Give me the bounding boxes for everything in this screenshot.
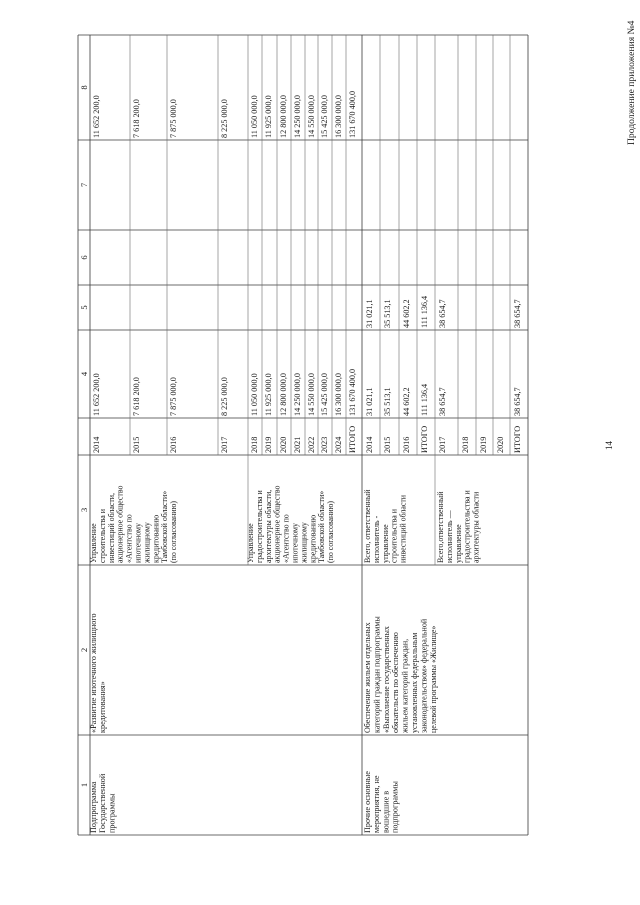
section1-year-0: 2014 xyxy=(92,436,101,453)
page-number: 14 xyxy=(604,441,614,450)
section1-year-2: 2016 xyxy=(169,436,178,453)
section2-c4-3: 111 136,4 xyxy=(420,383,429,416)
column-number-8: 8 xyxy=(79,85,89,90)
section1-c8-6: 12 800 000,0 xyxy=(279,95,288,138)
section2-col1: вошедшие в xyxy=(381,790,391,833)
section1-executor-a: акционерное общество xyxy=(115,485,125,563)
section1-c8-1: 7 618 200,0 xyxy=(132,99,141,138)
section2-executor-b: исполнитель — xyxy=(444,510,454,563)
section1-c4-5: 11 925 000,0 xyxy=(264,373,273,416)
section1-year-8: 2022 xyxy=(307,436,316,453)
section2-executor-a: Всего, ответственный xyxy=(363,489,372,563)
section1-c8-2: 7 875 000,0 xyxy=(169,99,178,138)
section2-c4-8: 38 654,7 xyxy=(513,387,522,416)
section1-c4-3: 8 225 000,0 xyxy=(220,377,229,416)
section1-c4-9: 15 425 000,0 xyxy=(320,373,329,416)
section2-c5-4: 38 654,7 xyxy=(438,299,447,328)
section2-col2: жильем категорий граждан, xyxy=(400,638,410,733)
section2-c5-2: 44 602,2 xyxy=(402,299,411,328)
section1-col1: Подпрограмма xyxy=(89,781,98,833)
section1-executor-a: строительства и xyxy=(97,509,107,563)
column-number-7: 7 xyxy=(79,182,89,188)
section1-year-10: 2024 xyxy=(334,436,343,453)
section2-col2: целевой программы «Жилище» xyxy=(428,625,438,733)
section1-year-4: 2018 xyxy=(250,436,259,453)
section2-executor-a: управление xyxy=(380,524,390,563)
section1-c4-6: 12 800 000,0 xyxy=(279,373,288,416)
section1-c4-0: 11 652 200,0 xyxy=(92,373,101,416)
section1-col1: Государственной xyxy=(98,773,108,833)
section1-c4-11: 131 670 400,0 xyxy=(348,368,357,416)
section2-col2: обязательств по обеспечению xyxy=(391,632,401,733)
section1-year-3: 2017 xyxy=(220,436,229,453)
section2-c4-4: 38 654,7 xyxy=(438,387,447,416)
column-number-3: 3 xyxy=(79,507,89,513)
section2-year-3: ИТОГО xyxy=(420,425,429,453)
section1-executor-b: жилищному xyxy=(299,522,309,563)
section1-year-7: 2021 xyxy=(293,436,302,453)
section2-year-8: ИТОГО xyxy=(513,425,522,453)
section2-year-1: 2015 xyxy=(383,436,392,453)
section2-col1: подпрограммы xyxy=(390,781,400,833)
section1-c8-7: 14 250 000,0 xyxy=(293,95,302,138)
section1-c8-0: 11 652 200,0 xyxy=(92,95,101,138)
section1-year-11: ИТОГО xyxy=(348,425,357,453)
section1-executor-a: Тамбовской области» xyxy=(160,490,170,563)
section1-c8-8: 14 550 000,0 xyxy=(307,95,316,138)
column-number-1: 1 xyxy=(79,782,89,788)
section1-executor-b: ипотечному xyxy=(290,523,300,563)
section2-executor-a: инвестиций области xyxy=(398,494,408,563)
section1-executor-a: кредитованию xyxy=(151,514,161,563)
section2-col2: законодательством» федеральной xyxy=(419,618,429,733)
section1-c4-4: 11 050 000,0 xyxy=(250,373,259,416)
section1-c8-10: 16 300 000,0 xyxy=(334,95,343,138)
section2-executor-a: исполнитель - xyxy=(371,515,381,563)
section1-c8-5: 11 925 000,0 xyxy=(264,95,273,138)
section2-year-0: 2014 xyxy=(365,436,374,453)
section2-executor-b: управление xyxy=(453,524,463,563)
section2-c4-1: 35 513,1 xyxy=(383,387,392,416)
section2-col1: мероприятия, не xyxy=(372,775,382,833)
section1-executor-a: Управление xyxy=(89,523,98,563)
column-number-6: 6 xyxy=(79,255,89,260)
section1-c8-11: 131 670 400,0 xyxy=(348,90,357,138)
section1-executor-b: архитектуры области, xyxy=(263,489,273,563)
section1-col2: «Развитие ипотечного жилищного xyxy=(89,613,98,733)
section2-c5-1: 35 513,1 xyxy=(383,299,392,328)
section1-executor-b: градостроительства и xyxy=(254,490,264,563)
section1-year-1: 2015 xyxy=(132,436,141,453)
section1-c4-2: 7 875 000,0 xyxy=(169,377,178,416)
section2-year-2: 2016 xyxy=(402,436,411,453)
section2-col2: Обеспечение жильем отдельных xyxy=(363,622,372,733)
column-number-2: 2 xyxy=(79,647,89,653)
section1-c4-7: 14 250 000,0 xyxy=(293,373,302,416)
section1-c4-1: 7 618 200,0 xyxy=(132,377,141,416)
section1-executor-a: (по согласованию) xyxy=(169,500,179,563)
section1-col2: кредитования» xyxy=(98,681,108,733)
section1-executor-b: кредитованию xyxy=(308,514,318,563)
section2-year-4: 2017 xyxy=(438,436,447,453)
section1-year-9: 2023 xyxy=(320,436,329,453)
section1-executor-a: инвестиций области, xyxy=(106,493,116,563)
section1-executor-a: «Агентство по xyxy=(124,514,134,563)
section1-executor-b: «Агентство по xyxy=(281,514,291,563)
section1-c4-8: 14 550 000,0 xyxy=(307,373,316,416)
section2-c5-8: 38 654,7 xyxy=(513,299,522,328)
section1-c8-4: 11 050 000,0 xyxy=(250,95,259,138)
section2-executor-a: строительства и xyxy=(389,509,399,563)
section2-year-7: 2020 xyxy=(496,436,505,453)
section2-year-5: 2018 xyxy=(461,436,470,453)
section2-c4-2: 44 602,2 xyxy=(402,387,411,416)
section1-executor-b: (по согласованию) xyxy=(326,500,336,563)
section1-year-6: 2020 xyxy=(279,436,288,453)
section2-col2: «Выполнение государственных xyxy=(381,626,391,733)
continuation-note: Продолжение приложения №4 xyxy=(626,20,637,145)
section1-c8-3: 8 225 000,0 xyxy=(220,99,229,138)
section2-executor-b: архитектуры области xyxy=(471,491,481,563)
section1-executor-a: ипотечному xyxy=(133,523,143,563)
column-number-5: 5 xyxy=(79,305,89,310)
section1-executor-b: Тамбовской области» xyxy=(317,490,327,563)
rotated-table-page xyxy=(78,20,637,835)
section1-c4-10: 16 300 000,0 xyxy=(334,373,343,416)
section1-c8-9: 15 425 000,0 xyxy=(320,95,329,138)
section1-year-5: 2019 xyxy=(264,436,273,453)
section1-executor-b: Управление xyxy=(246,523,255,563)
section2-executor-b: градостроительства и xyxy=(462,490,472,563)
section1-executor-b: акционерное общество xyxy=(272,485,282,563)
section2-executor-b: Всего,ответственный xyxy=(436,491,445,563)
section2-year-6: 2019 xyxy=(479,436,488,453)
section2-col1: Прочие основные xyxy=(363,771,372,833)
section2-c4-0: 31 021,1 xyxy=(365,387,374,416)
section1-col1: программы xyxy=(107,793,117,833)
section2-c5-0: 31 021,1 xyxy=(365,299,374,328)
section2-c5-3: 111 136,4 xyxy=(420,295,429,328)
section2-col2: установленных федеральным xyxy=(410,632,419,733)
section2-col2: категорий граждан подпрограммы xyxy=(372,616,382,733)
section1-executor-a: жилищному xyxy=(142,522,152,563)
column-number-4: 4 xyxy=(79,371,89,377)
